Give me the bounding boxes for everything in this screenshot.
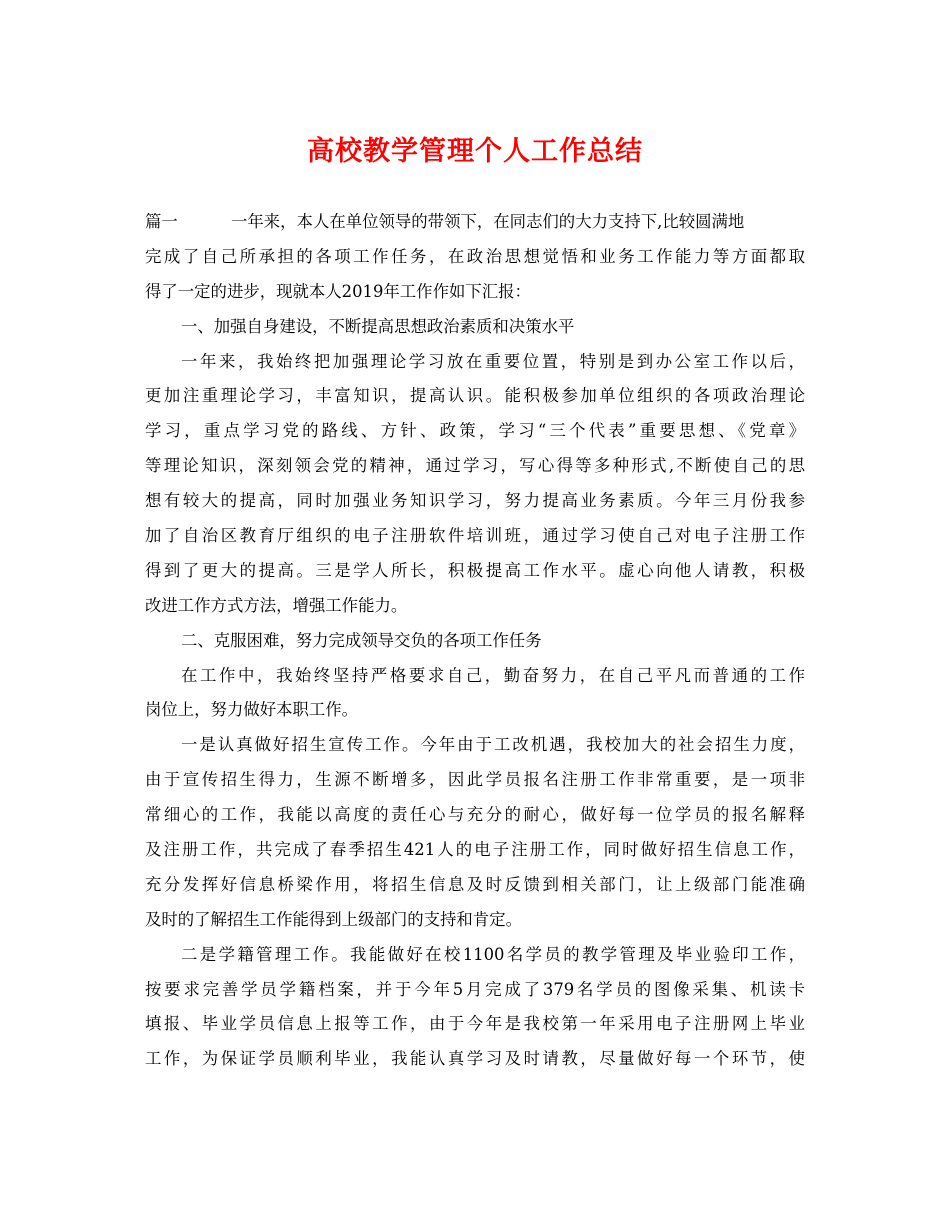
paragraph-line: 想有较大的提高，同时加强业务知识学习，努力提高业务素质。今年三月份我参 <box>145 491 805 511</box>
paragraph-line: 一是认真做好招生宣传工作。今年由于工改机遇，我校加大的社会招生力度， <box>181 735 805 755</box>
document-body <box>145 205 805 1077</box>
paragraph-line: 得了一定的进步，现就本人2019年工作作如下汇报： <box>145 281 531 301</box>
paragraph-line-text: 一年来，本人在单位领导的带领下，在同志们的大力支持下,比较圆满地 <box>231 212 745 231</box>
paragraph-line: 学习，重点学习党的路线、方针、政策，学习“三个代表”重要思想、《党章》 <box>145 421 805 441</box>
paragraph-line: 充分发挥好信息桥梁作用，将招生信息及时反馈到相关部门，让上级部门能准确 <box>145 874 805 894</box>
paragraph-line: 加了自治区教育厅组织的电子注册软件培训班，通过学习使自己对电子注册工作 <box>145 526 805 546</box>
paragraph-line: 工作，为保证学员顺利毕业，我能认真学习及时请教，尽量做好每一个环节，使 <box>145 1049 805 1069</box>
paragraph-line: 更加注重理论学习，丰富知识，提高认识。能积极参加单位组织的各项政治理论 <box>145 386 805 406</box>
section-label: 篇一 <box>145 212 178 231</box>
paragraph-line: 岗位上，努力做好本职工作。 <box>145 700 359 720</box>
paragraph-line: 由于宣传招生得力，生源不断增多，因此学员报名注册工作非常重要，是一项非 <box>145 770 805 790</box>
paragraph-line: 一年来，我始终把加强理论学习放在重要位置，特别是到办公室工作以后， <box>181 351 805 371</box>
paragraph-line: 二是学籍管理工作。我能做好在校1100名学员的教学管理及毕业验印工作， <box>181 944 805 964</box>
paragraph-line: 按要求完善学员学籍档案，并于今年5月完成了379名学员的图像采集、机读卡 <box>145 979 805 999</box>
paragraph-line: 及注册工作，共完成了春季招生421人的电子注册工作，同时做好招生信息工作， <box>145 840 805 860</box>
paragraph-line: 得到了更大的提高。三是学人所长，积极提高工作水平。虚心向他人请教，积极 <box>145 560 805 580</box>
paragraph-line: 改进工作方式方法，增强工作能力。 <box>145 595 408 615</box>
paragraph-line: 在工作中，我始终坚持严格要求自己，勤奋努力，在自己平凡而普通的工作 <box>181 665 805 685</box>
paragraph-line <box>145 205 805 240</box>
paragraph-line: 完成了自己所承担的各项工作任务，在政治思想觉悟和业务工作能力等方面都取 <box>145 246 805 266</box>
section-heading: 一、加强自身建设，不断提高思想政治素质和决策水平 <box>181 316 575 336</box>
paragraph-line: 等理论知识，深刻领会党的精神，通过学习，写心得等多种形式,不断使自己的思 <box>145 456 805 476</box>
section-heading: 二、克服困难，努力完成领导交负的各项工作任务 <box>181 630 542 650</box>
paragraph-line: 及时的了解招生工作能得到上级部门的支持和肯定。 <box>145 909 522 929</box>
document-title: 高校教学管理个人工作总结 <box>307 136 643 167</box>
paragraph-line: 填报、毕业学员信息上报等工作，由于今年是我校第一年采用电子注册网上毕业 <box>145 1014 805 1034</box>
paragraph-line: 常细心的工作，我能以高度的责任心与充分的耐心，做好每一位学员的报名解释 <box>145 805 805 825</box>
